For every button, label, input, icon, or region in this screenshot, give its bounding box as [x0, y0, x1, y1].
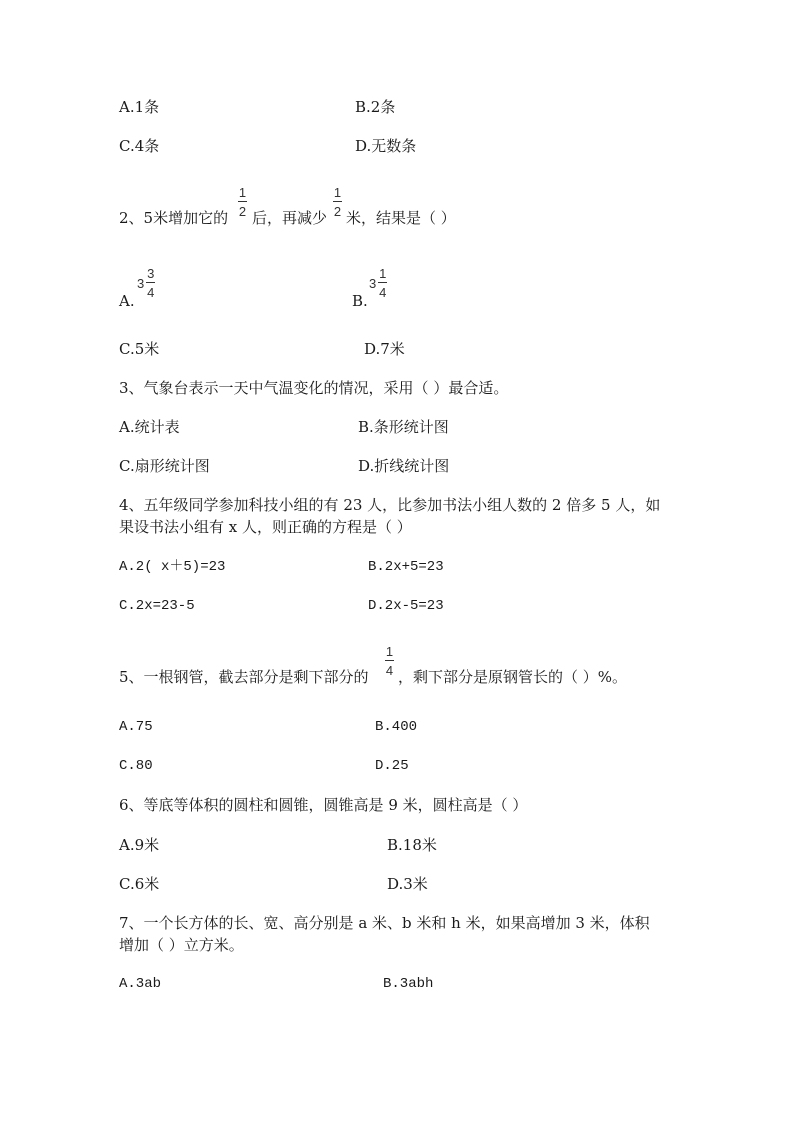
q2-option-b-mixed-number	[369, 267, 387, 299]
q2-stem-part1: 2、5米增加它的	[119, 209, 229, 227]
q7-option-b: B.3abh	[383, 976, 434, 992]
mixed-fraction	[146, 267, 155, 299]
fraction-numerator: 3	[147, 266, 155, 281]
q5-stem-part2: ，剩下部分是原钢管长的（ ）%。	[398, 668, 628, 686]
q3-option-d: D.折线统计图	[358, 457, 450, 475]
fraction-bar	[333, 201, 342, 202]
fraction-denominator: 4	[147, 285, 155, 300]
fraction-bar	[378, 282, 387, 283]
q5-option-d: D.25	[375, 758, 409, 774]
q1-option-b: B.2条	[355, 98, 396, 116]
q4-option-a: A.2( x＋5)=23	[119, 559, 226, 575]
q6-option-a: A.9米	[119, 836, 160, 854]
q3-option-a: A.统计表	[119, 418, 180, 436]
fraction-numerator: 1	[238, 185, 247, 200]
q4-option-c: C.2x=23-5	[119, 598, 195, 614]
q4-option-d: D.2x-5=23	[368, 598, 444, 614]
q5-option-a: A.75	[119, 719, 153, 735]
mixed-whole: 3	[369, 275, 377, 291]
q4-stem-line2: 果设书法小组有 x 人，则正确的方程是（ ）	[119, 518, 412, 536]
q2-fraction-1	[238, 186, 247, 218]
fraction-bar	[385, 660, 394, 661]
q6-option-d: D.3米	[387, 875, 428, 893]
q1-option-d: D.无数条	[355, 137, 417, 155]
mixed-fraction	[378, 267, 387, 299]
fraction-denominator: 2	[333, 204, 342, 219]
q5-option-c: C.80	[119, 758, 153, 774]
q2-option-a-mixed-number	[137, 267, 155, 299]
fraction-bar	[238, 201, 247, 202]
q7-stem-line1: 7、一个长方体的长、宽、高分别是 a 米、b 米和 h 米，如果高增加 3 米，体积	[119, 914, 650, 932]
q3-option-b: B.条形统计图	[358, 418, 449, 436]
mixed-whole: 3	[137, 275, 145, 291]
fraction-denominator: 4	[385, 663, 394, 678]
q2-option-d: D.7米	[364, 340, 405, 358]
fraction-bar	[146, 282, 155, 283]
q6-option-b: B.18米	[387, 836, 437, 854]
q2-stem-part3: 米，结果是（ ）	[346, 209, 456, 227]
q3-option-c: C.扇形统计图	[119, 457, 210, 475]
q7-option-a: A.3ab	[119, 976, 162, 992]
fraction-numerator: 1	[385, 644, 394, 659]
q3-stem: 3、气象台表示一天中气温变化的情况，采用（ ）最合适。	[119, 379, 509, 397]
q5-fraction	[385, 645, 394, 677]
q2-fraction-2	[333, 186, 342, 218]
fraction-numerator: 1	[379, 266, 387, 281]
q5-option-b: B.400	[375, 719, 418, 735]
q7-stem-line2: 增加（ ）立方米。	[119, 936, 244, 954]
q4-option-b: B.2x+5=23	[368, 559, 444, 575]
q2-stem-part2: 后，再减少	[252, 209, 328, 227]
q4-stem-line1: 4、五年级同学参加科技小组的有 23 人，比参加书法小组人数的 2 倍多 5 人，如	[119, 496, 661, 514]
q6-stem: 6、等底等体积的圆柱和圆锥，圆锥高是 9 米，圆柱高是（ ）	[119, 796, 528, 814]
q2-option-b-label: B.	[352, 292, 368, 310]
q1-option-c: C.4条	[119, 137, 160, 155]
q5-stem-part1: 5、一根钢管，截去部分是剩下部分的	[119, 668, 369, 686]
fraction-numerator: 1	[333, 185, 342, 200]
q6-option-c: C.6米	[119, 875, 160, 893]
q2-option-a-label: A.	[119, 292, 135, 310]
fraction-denominator: 2	[238, 204, 247, 219]
q1-option-a: A.1条	[119, 98, 160, 116]
q2-option-c: C.5米	[119, 340, 160, 358]
fraction-denominator: 4	[379, 285, 387, 300]
